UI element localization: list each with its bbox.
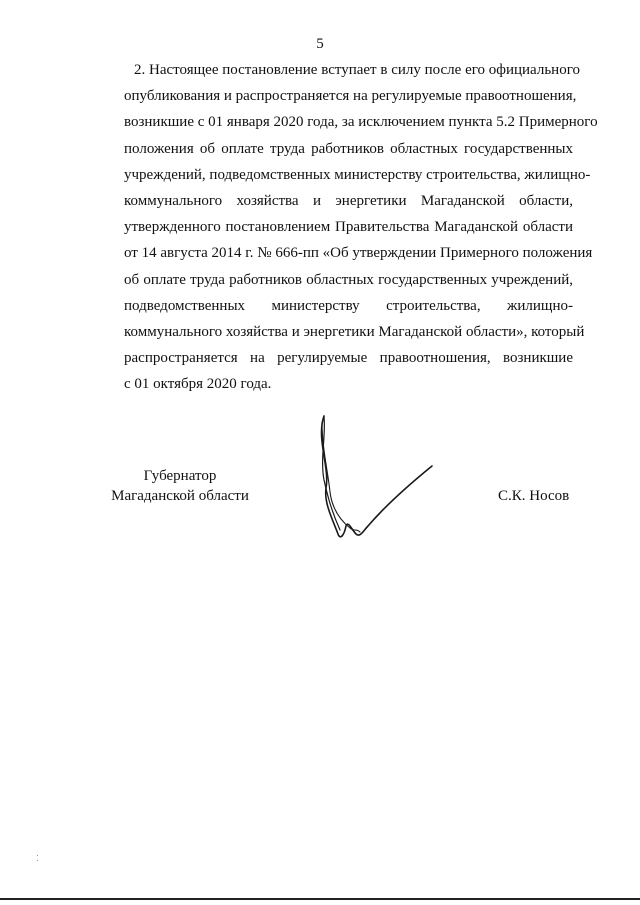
document-body: [124, 57, 598, 398]
body-line: положения об оплате труда работников областных государственных: [124, 140, 573, 157]
page-bottom-rule: [0, 898, 640, 900]
signatory-title-line: Магаданской области: [111, 488, 249, 504]
signatory-title-line: Губернатор: [143, 468, 217, 484]
body-line: от 14 августа 2014 г. № 666-пп «Об утверждении Примерного положения: [124, 245, 593, 262]
body-line: об оплате труда работников областных государственных учреждений,: [124, 271, 573, 288]
scan-artifact: [37, 855, 38, 856]
page-number: 5: [316, 36, 324, 52]
body-line: коммунального хозяйства и энергетики Магаданской области», который: [124, 324, 585, 341]
body-line: учреждений, подведомственных министерству строительства, жилищно-: [124, 166, 591, 183]
signature-image: [310, 408, 440, 548]
body-line: опубликования и распространяется на регулируемые правоотношения,: [124, 88, 577, 105]
signature-stroke: [321, 416, 432, 537]
scan-artifact: [37, 860, 38, 861]
signatory-title: [60, 466, 300, 506]
body-line: коммунального хозяйства и энергетики Магаданской области,: [124, 193, 573, 210]
body-line: возникшие с 01 января 2020 года, за исключением пункта 5.2 Примерного: [124, 114, 598, 131]
body-line: подведомственных министерству строительства, жилищно-: [124, 297, 573, 314]
body-line: 2. Настоящее постановление вступает в силу после его официального: [134, 62, 580, 78]
signatory-name: С.К. Носов: [498, 488, 570, 504]
body-line: распространяется на регулируемые правоотношения, возникшие: [124, 350, 573, 367]
body-line: с 01 октября 2020 года.: [124, 376, 272, 393]
body-line: утвержденного постановлением Правительства Магаданской области: [124, 219, 573, 236]
signature-stroke: [322, 422, 360, 532]
